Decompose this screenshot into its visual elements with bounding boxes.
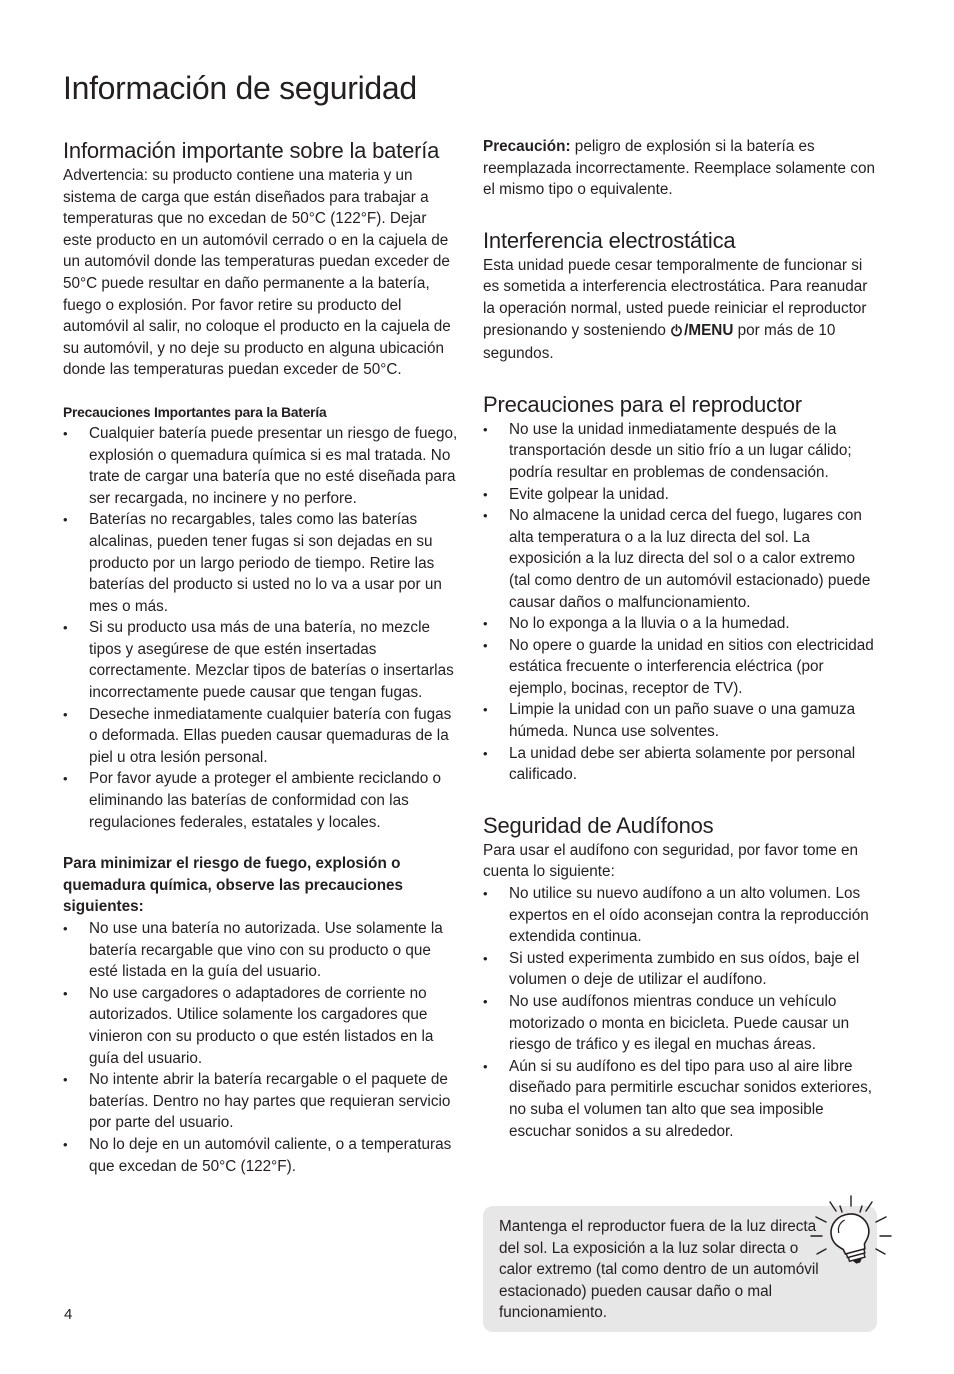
list-item: • Evite golpear la unidad. (483, 484, 878, 506)
page-number: 4 (64, 1306, 73, 1323)
caution-label: Precaución: (483, 138, 571, 155)
headphone-safety-heading: Seguridad de Audífonos (483, 812, 714, 838)
player-precautions-heading: Precauciones para el reproductor (483, 391, 802, 417)
headphone-safety-intro: Para usar el audífono con seguridad, por favor tome en cuenta lo siguiente: (483, 841, 859, 881)
headphone-safety-list (483, 883, 878, 1142)
list-item: • Por favor ayude a proteger el ambiente reciclando o eliminando las baterías de conformidad con las regulaciones federales, estatales y locales. (63, 768, 458, 833)
esd-heading: Interferencia electrostática (483, 227, 736, 253)
list-item: • No opere o guarde la unidad en sitios con electricidad estática frecuente o interferencia eléctrica (por ejemplo, bocinas, receptor de TV). (483, 635, 878, 700)
list-item: • No intente abrir la batería recargable o el paquete de baterías. Dentro no hay partes que requieran servicio por parte del usuario. (63, 1069, 458, 1134)
caution-note (483, 136, 878, 201)
list-item: • No almacene la unidad cerca del fuego, lugares con alta temperatura o a la luz directa del sol. La exposición a la luz directa del sol o a calor extremo (tal como dentro de un automóvil estacionado) puede causar daños o malfuncionamiento. (483, 505, 878, 613)
left-column (63, 136, 458, 1177)
esd-text-main: Esta unidad puede cesar temporalmente de funcionar si es sometida a interferencia electrostática. Para reanudar la operación normal, usted puede reiniciar el reproductor presionando y sosteniendo (483, 256, 868, 339)
list-item: • Baterías no recargables, tales como las baterías alcalinas, pueden tener fugas si son dejadas en su producto por un largo periodo de tiempo. Retire las baterías del producto si usted no lo va a usar por un mes o más. (63, 509, 458, 617)
power-icon (670, 322, 683, 344)
esd-text-after: por más de 10 segundos. (483, 321, 836, 363)
list-item: • No lo exponga a la lluvia o a la humedad. (483, 613, 878, 635)
battery-warning: Advertencia: su producto contiene una materia y un sistema de carga que están diseñados para trabajar a temperaturas que no excedan de 50°C (122°F). Dejar este producto en un automóvil cerrado o en la cajuela de un automóvil donde las temperaturas puedan exceder de 50°C puede resultar en daño permanente a la batería, fuego o explosión. Por favor retire su producto del automóvil al salir, no coloque el producto en la cajuela de su automóvil, y no deje su producto en alguna ubicación donde las temperaturas puedan exceder de 50°C. (63, 167, 451, 379)
tip-text: Mantenga el reproductor fuera de la luz directa del sol. La exposición a la luz solar directa o calor extremo (tal como dentro de un automóvil estacionado) pueden causar daño o mal funcionamiento. (499, 1218, 819, 1322)
list-item: • No use una batería no autorizada. Use solamente la batería recargable que vino con su producto o que esté listada en la guía del usuario. (63, 918, 458, 983)
battery-precautions-list (63, 423, 458, 833)
esd-text (483, 255, 878, 365)
lightbulb-icon (808, 1192, 894, 1278)
list-item: • No use cargadores o adaptadores de corriente no autorizados. Utilice solamente los cargadores que vinieron con su producto o que estén listados en la guía del usuario. (63, 983, 458, 1069)
caution-text: peligro de explosión si la batería es reemplazada incorrectamente. Reemplace solamente con el mismo tipo o equivalente. (483, 138, 875, 199)
list-item: • Aún si su audífono es del tipo para uso al aire libre diseñado para permitirle escuchar sonidos exteriores, no suba el volumen tan alto que sea imposible escuchar sonidos a su alrededor. (483, 1056, 878, 1142)
list-item: • Deseche inmediatamente cualquier batería con fugas o deformada. Ellas pueden causar quemaduras de la piel u otra lesión personal. (63, 704, 458, 769)
page-title: Información de seguridad (63, 70, 417, 106)
list-item: • No use la unidad inmediatamente después de la transportación desde un sitio frío a un lugar cálido; podría resultar en problemas de condensación. (483, 419, 878, 484)
list-item: • Cualquier batería puede presentar un riesgo de fuego, explosión o quemadura química si es mal tratada. No trate de cargar una batería que no esté diseñada para ser recargada, no incinere y no perfore. (63, 423, 458, 509)
list-item: • No lo deje en un automóvil caliente, o a temperaturas que excedan de 50°C (122°F). (63, 1134, 458, 1177)
battery-precautions-heading: Precauciones Importantes para la Batería (63, 404, 327, 420)
list-item: • Si usted experimenta zumbido en sus oídos, baje el volumen o deje de utilizar el audífono. (483, 948, 878, 991)
menu-button-label: /MENU (684, 321, 734, 339)
player-precautions-list (483, 419, 878, 786)
list-item: • No utilice su nuevo audífono a un alto volumen. Los expertos en el oído aconsejan contra la reproducción extendida continua. (483, 883, 878, 948)
list-item: • Limpie la unidad con un paño suave o una gamuza húmeda. Nunca use solventes. (483, 699, 878, 742)
minimize-risk-list (63, 918, 458, 1177)
list-item: • No use audífonos mientras conduce un vehículo motorizado o monta en bicicleta. Puede causar un riesgo de tráfico y es ilegal en muchas áreas. (483, 991, 878, 1056)
right-column (483, 136, 878, 1142)
battery-heading: Información importante sobre la batería (63, 138, 440, 163)
list-item: • Si su producto usa más de una batería, no mezcle tipos y asegúrese de que estén insertadas correctamente. Mezclar tipos de baterías o insertarlas incorrectamente puede causar que tengan fugas. (63, 617, 458, 703)
minimize-risk-heading: Para minimizar el riesgo de fuego, explosión o quemadura química, observe las precauciones siguientes: (63, 855, 404, 916)
list-item: • La unidad debe ser abierta solamente por personal calificado. (483, 743, 878, 786)
